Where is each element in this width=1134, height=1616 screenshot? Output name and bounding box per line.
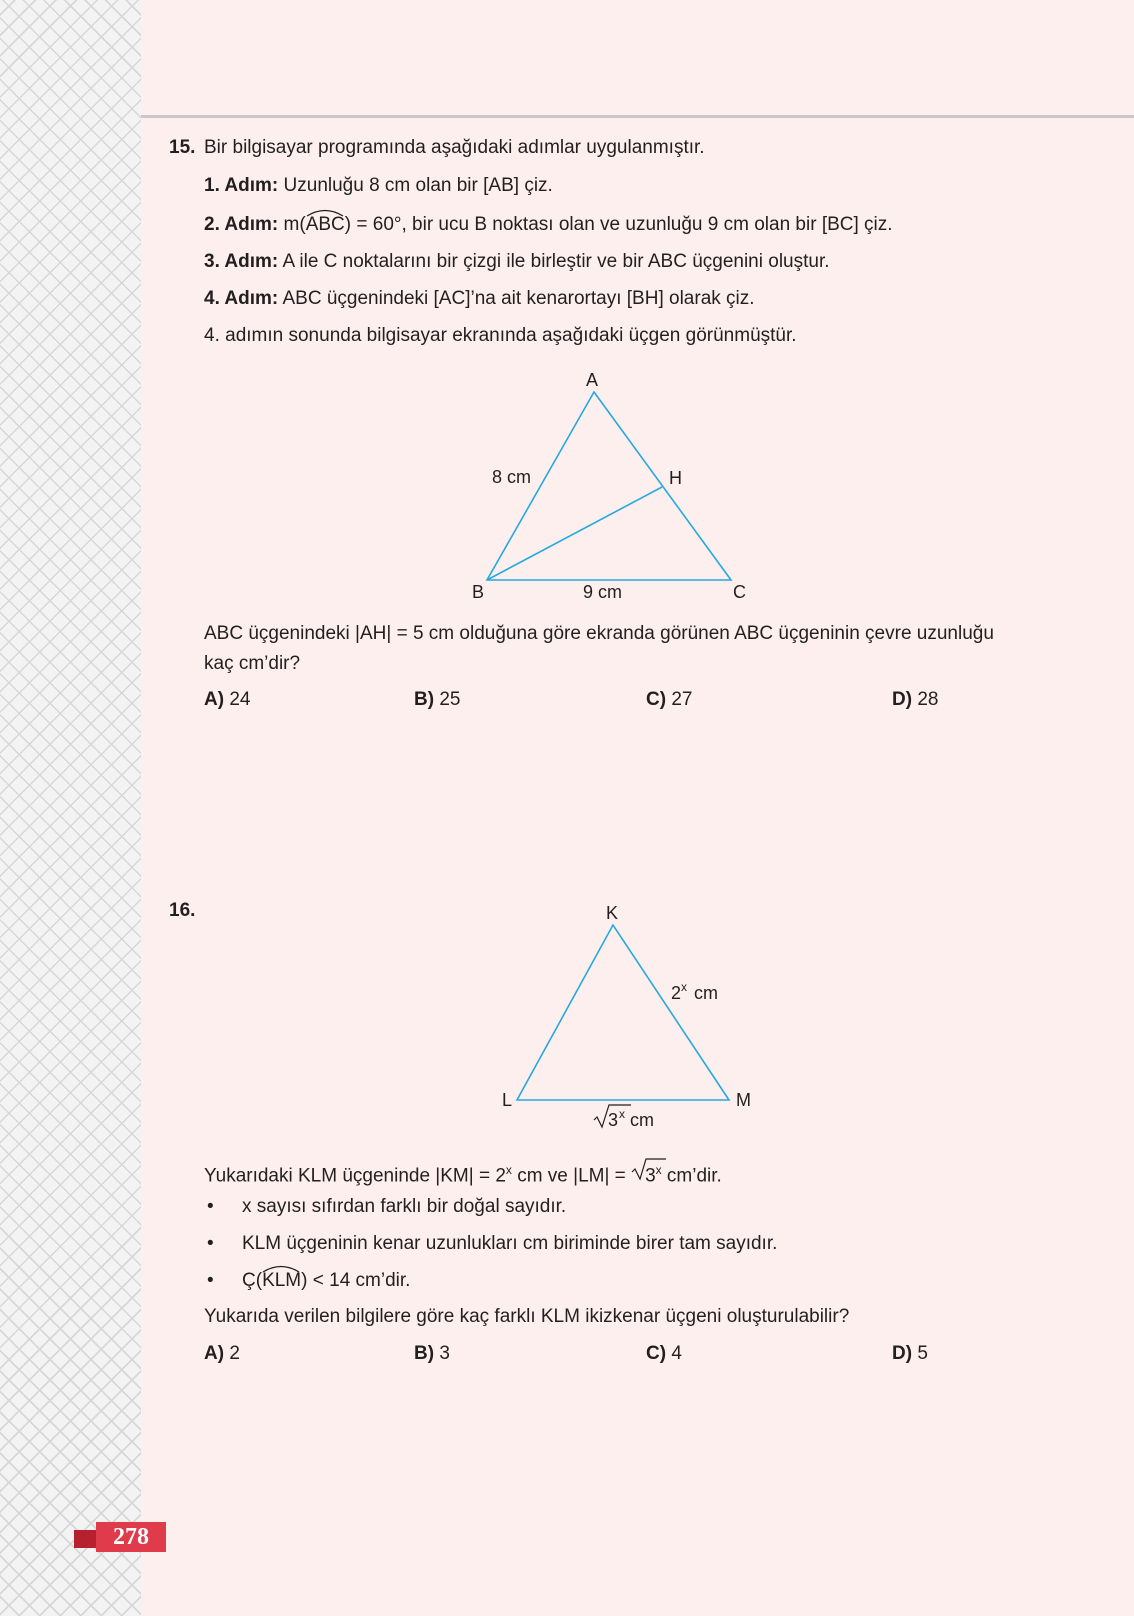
label-lm-unit: cm [630,1110,654,1130]
q15-step4 [204,287,755,311]
q15-step2: 2. Adım: m( ABC) = 60°, bir ucu B noktası olan ve uzunluğu 9 cm olan bir [BC] çiz. [204,213,893,237]
q16-option-d [892,1342,928,1366]
stmt-suffix: cm’dir. [666,1165,722,1187]
option-value: 4 [671,1343,682,1364]
bullet3-c: Ç [242,1270,256,1291]
sqrt-icon [631,1157,667,1181]
q15-step2-label: 2. Adım: [204,214,279,235]
bullet3-angle-text: KLM [262,1270,302,1291]
q15-step3-label: 3. Adım: [204,251,279,272]
q15-step3-text: A ile C noktalarını bir çizgi ile birleştir ve bir ABC üçgenini oluştur. [282,251,830,272]
arc-hat-icon [306,208,344,217]
q16-bullet3: Ç( KLM) < 14 cm’dir. [242,1269,410,1293]
q16-bullet1: x sayısı sıfırdan farklı bir doğal sayıdır. [242,1196,567,1217]
option-value: 27 [671,689,693,710]
top-rule [141,115,1134,118]
q15-step2-m: m [283,214,300,235]
q15-question-line1: ABC üçgenindeki |AH| = 5 cm olduğuna göre ekranda görünen ABC üçgeninin çevre uzunluğu [204,623,994,644]
q15-step2-text: = 60°, bir ucu B noktası olan ve uzunluğu 9 cm olan bir [BC] çiz. [356,214,893,235]
page-number: 278 [96,1522,166,1552]
q16-option-b [414,1342,450,1366]
q15-step3 [204,250,830,274]
option-letter: C) [646,689,667,710]
q15-option-d [892,688,938,712]
triangle-klm [517,925,729,1100]
label-m: M [736,1090,751,1110]
stmt-mid: cm ve |LM| = [517,1165,626,1187]
q15-step1 [204,174,553,198]
option-value: 3 [439,1343,450,1364]
option-value: 24 [229,689,251,710]
option-value: 25 [439,689,461,710]
q15-step2-angle-text: ABC [305,214,345,235]
q16-statement [204,1158,722,1188]
label-lm-base: 3 [608,1110,619,1130]
arc-hat-icon [262,1264,300,1273]
q15-option-c [646,688,692,712]
option-letter: B) [414,689,435,710]
bullet3-angle [262,1269,301,1293]
option-letter: A) [204,1343,225,1364]
label-km-unit: cm [694,983,718,1003]
q15-option-b [414,688,460,712]
label-ab: 8 cm [492,467,532,487]
stmt-sqrt [631,1158,662,1188]
q15-step4-label: 4. Adım: [204,288,279,309]
bullet-icon: • [207,1233,214,1254]
option-value: 5 [917,1343,928,1364]
triangle-abc [487,392,731,580]
q15-question-line2: kaç cm’dir? [204,653,301,674]
option-value: 28 [917,689,939,710]
q15-step2-angle [306,213,345,237]
stmt-base2: 3 [645,1165,656,1187]
page-number-tab [74,1530,98,1548]
stmt-exp1: x [505,1163,512,1177]
label-bc: 9 cm [583,582,623,602]
bullet-icon: • [207,1196,214,1217]
label-km-base: 2 [671,983,682,1003]
q16-option-a [204,1342,240,1366]
stmt-exp2: x [655,1163,662,1177]
q15-step1-label: 1. Adım: [204,175,279,196]
stmt-prefix: Yukarıdaki KLM üçgeninde |KM| = 2 [204,1165,506,1187]
label-l: L [502,1090,513,1110]
q16-option-c [646,1342,682,1366]
option-letter: D) [892,689,913,710]
sqrt-icon [594,1105,631,1127]
label-h: H [669,468,682,488]
option-letter: C) [646,1343,667,1364]
side-pattern [0,0,141,1616]
q16-bullet2: KLM üçgeninin kenar uzunlukları cm biriminde birer tam sayıdır. [242,1233,778,1254]
median-bh [487,487,662,580]
option-letter: A) [204,689,225,710]
q15-step4-text: ABC üçgenindeki [AC]’na ait kenarortayı [BH] olarak çiz. [282,288,755,309]
q15-number: 15. [169,137,196,158]
label-b: B [472,582,485,602]
q15-intro: Bir bilgisayar programında aşağıdaki adımlar uygulanmıştır. [204,137,705,158]
q15-after-text: 4. adımın sonunda bilgisayar ekranında aşağıdaki üçgen görünmüştür. [204,325,797,346]
q16-number: 16. [169,900,196,921]
option-letter: D) [892,1343,913,1364]
q15-triangle [487,392,731,580]
option-letter: B) [414,1343,435,1364]
q15-step1-text: Uzunluğu 8 cm olan bir [AB] çiz. [283,175,553,196]
label-k: K [606,903,619,923]
bullet-icon: • [207,1270,214,1291]
q15-option-a [204,688,250,712]
option-value: 2 [229,1343,240,1364]
label-c: C [733,582,746,602]
label-km-exp: x [681,980,687,994]
q16-question: Yukarıda verilen bilgilere göre kaç farklı KLM ikizkenar üçgeni oluşturulabilir? [204,1306,850,1327]
label-a: A [586,370,599,390]
bullet3-rest: < 14 cm’dir. [312,1270,411,1291]
label-lm-exp: x [619,1107,625,1121]
